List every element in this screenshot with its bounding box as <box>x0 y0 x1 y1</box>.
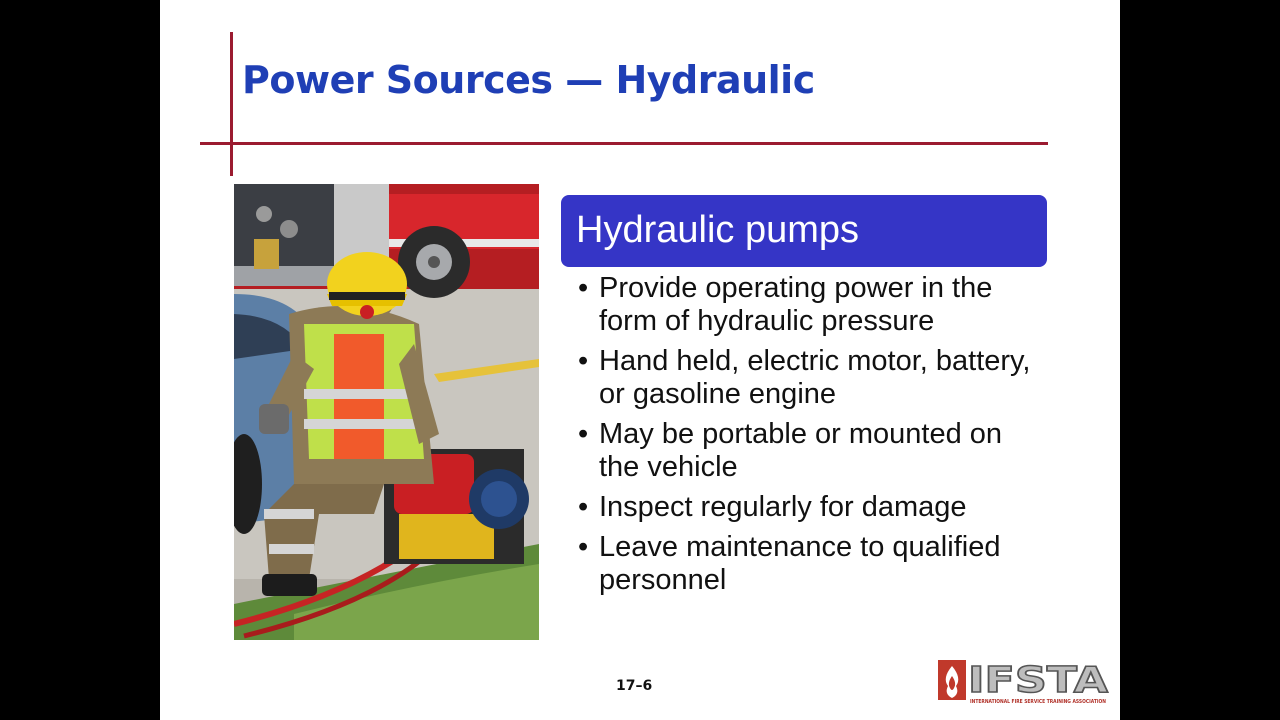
bullet-item <box>576 272 1046 338</box>
bullet-text: Inspect regularly for damage <box>599 491 967 523</box>
ifsta-logo-icon <box>936 656 1112 706</box>
bullet-dot-icon: • <box>578 272 589 304</box>
bullet-item <box>576 491 1046 524</box>
bullet-text: Leave maintenance to qualified personnel <box>599 531 1001 596</box>
accent-vertical-rule <box>230 32 233 176</box>
bullet-list <box>576 272 1046 604</box>
slide-title: Power Sources — Hydraulic <box>242 58 815 102</box>
bullet-text: May be portable or mounted on the vehicle <box>599 418 1003 483</box>
bullet-dot-icon: • <box>578 491 589 523</box>
accent-horizontal-rule <box>200 142 1048 145</box>
hydraulic-pumps-header <box>561 195 1047 267</box>
bullet-dot-icon: • <box>578 531 589 563</box>
bullet-text: Hand held, electric motor, battery, or gasoline engine <box>599 345 1031 410</box>
bullet-item <box>576 418 1046 484</box>
panel-heading: Hydraulic pumps <box>576 209 859 251</box>
bullet-item <box>576 345 1046 411</box>
firefighter-hydraulic-pump-photo <box>234 184 539 640</box>
bullet-dot-icon: • <box>578 345 589 377</box>
slide-number: 17–6 <box>616 678 653 694</box>
logo-tagline: INTERNATIONAL FIRE SERVICE TRAINING ASSOCIATION <box>970 699 1106 705</box>
slide <box>160 0 1120 720</box>
bullet-dot-icon: • <box>578 418 589 450</box>
bullet-item <box>576 531 1046 597</box>
logo-wordmark: IFSTA <box>968 660 1109 701</box>
bullet-text: Provide operating power in the form of hydraulic pressure <box>599 272 993 337</box>
